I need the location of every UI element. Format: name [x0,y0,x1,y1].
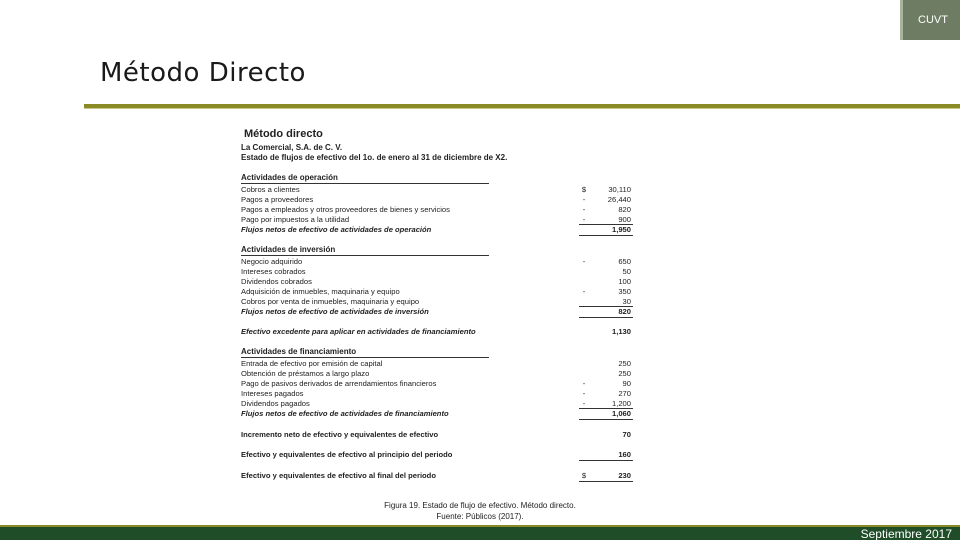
statement-row [241,359,633,369]
statement-row [241,379,633,389]
statement-row [241,257,633,267]
title-divider-accent [84,108,960,109]
row-amount: 270 [618,389,631,398]
statement-row [241,215,633,225]
row-amount: 26,440 [607,195,631,204]
final-rule [579,481,633,482]
row-sign: - [582,195,586,204]
excedente-label: Efectivo excedente para aplicar en actividades de financiamiento [241,327,476,336]
row-sign: - [582,379,586,388]
statement-row [241,205,633,215]
row-label: Pagos a empleados y otros proveedores de bienes y servicios [241,205,450,214]
row-amount: 250 [618,359,631,368]
footer-date: Septiembre 2017 [860,527,952,540]
total-row-inversion [241,307,633,317]
subtotal-rule [579,235,633,236]
figure-caption [300,500,660,522]
excedente-amount: 1,130 [611,327,631,336]
row-amount: 250 [618,369,631,378]
subtotal-rule [579,460,633,461]
footer-bar [0,527,960,540]
incremento-label: Incremento neto de efectivo y equivalentes de efectivo [241,430,439,439]
company-name: La Comercial, S.A. de C. V. [241,143,343,152]
row-sign: - [582,389,586,398]
total-amount: 1,060 [611,409,631,418]
row-amount: 90 [622,379,631,388]
subtotal-rule [579,419,633,420]
statement-row [241,267,633,277]
cuvt-logo [900,0,960,40]
total-row-operacion [241,225,633,235]
row-amount: 50 [622,267,631,276]
row-amount: 30,110 [608,185,631,194]
row-amount: 1,200 [611,399,631,408]
row-label: Pago por impuestos a la utilidad [241,215,350,224]
principio-amount: 160 [618,450,631,459]
statement-row [241,185,633,195]
statement-row [241,287,633,297]
section-heading-operacion: Actividades de operación [241,173,338,182]
row-amount: 350 [618,287,631,296]
row-label: Adquisición de inmuebles, maquinaria y equipo [241,287,400,296]
statement-row [241,195,633,205]
caption-line-1: Figura 19. Estado de flujo de efectivo. Método directo. [384,501,576,510]
statement-row [241,399,633,409]
row-label: Obtención de préstamos a largo plazo [241,369,370,378]
principio-label: Efectivo y equivalentes de efectivo al principio del periodo [241,450,453,459]
incremento-row [241,430,633,440]
row-label: Entrada de efectivo por emisión de capital [241,359,383,368]
row-label: Pagos a proveedores [241,195,314,204]
final-amount: 230 [618,471,631,480]
total-amount: 820 [618,307,631,316]
row-label: Dividendos cobrados [241,277,312,286]
logo-text: CUVT [918,14,948,26]
principio-row [241,450,633,460]
row-label: Dividendos pagados [241,399,310,408]
row-sign: - [582,205,586,214]
incremento-amount: 70 [622,430,631,439]
subtotal-rule [579,317,633,318]
row-amount: 820 [618,205,631,214]
statement-row [241,389,633,399]
statement-row [241,277,633,287]
statement-subtitle: Estado de flujos de efectivo del 1o. de enero al 31 de diciembre de X2. [241,153,508,162]
total-label: Flujos netos de efectivo de actividades de inversión [241,307,429,316]
cash-flow-statement [240,126,640,488]
row-amount: 650 [618,257,631,266]
final-sign: $ [581,471,587,480]
final-label: Efectivo y equivalentes de efectivo al final del periodo [241,471,436,480]
row-sign: $ [581,185,587,194]
row-label: Cobros a clientes [241,185,300,194]
row-sign: - [582,215,586,224]
row-label: Pago de pasivos derivados de arrendamientos financieros [241,379,437,388]
final-row [241,471,633,481]
statement-title: Método directo [244,128,323,140]
row-sign: - [582,399,586,408]
page-title: Método Directo [100,58,306,88]
total-amount: 1,950 [611,225,631,234]
total-label: Flujos netos de efectivo de actividades de financiamiento [241,409,449,418]
excedente-row [241,327,633,337]
row-amount: 900 [618,215,631,224]
section-rule [241,255,489,256]
row-label: Intereses cobrados [241,267,306,276]
row-label: Cobros por venta de inmuebles, maquinaria y equipo [241,297,420,306]
row-label: Intereses pagados [241,389,304,398]
row-amount: 100 [618,277,631,286]
caption-line-2: Fuente: Públicos (2017). [436,512,524,521]
total-label: Flujos netos de efectivo de actividades de operación [241,225,432,234]
statement-row [241,297,633,307]
total-row-financiamiento [241,409,633,419]
section-rule [241,183,489,184]
section-heading-financiamiento: Actividades de financiamiento [241,347,357,356]
row-sign: - [582,287,586,296]
section-rule [241,357,489,358]
row-sign: - [582,257,586,266]
row-amount: 30 [622,297,631,306]
statement-row [241,369,633,379]
row-label: Negocio adquirido [241,257,303,266]
section-heading-inversion: Actividades de inversión [241,245,336,254]
